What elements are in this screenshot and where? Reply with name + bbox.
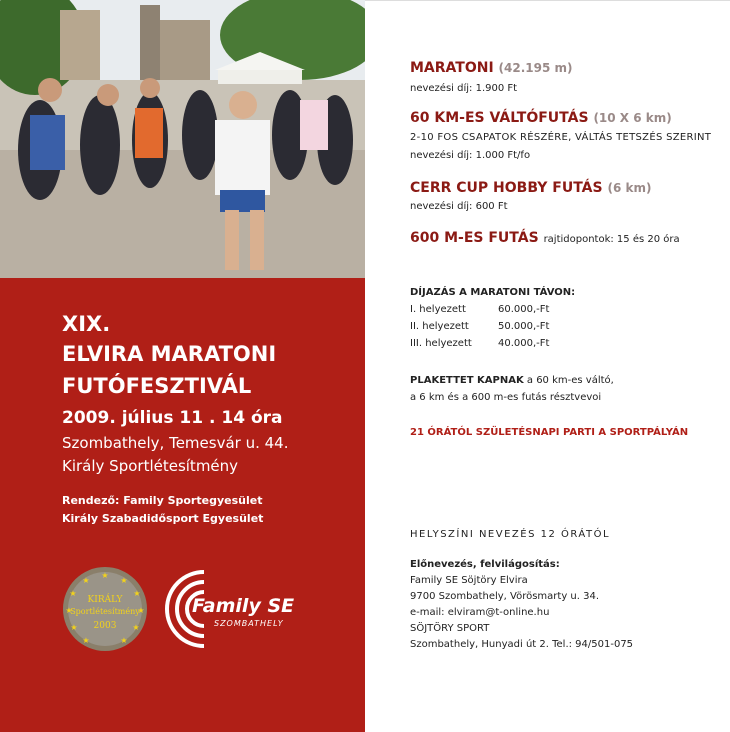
contact-email: e-mail: elviram@t-online.hu <box>410 607 550 618</box>
svg-text:SZOMBATHELY: SZOMBATHELY <box>214 619 284 628</box>
event-title: 600 M-ES FUTÁS <box>410 230 539 246</box>
prize-place: I. helyezett <box>410 304 466 315</box>
svg-text:★: ★ <box>137 606 145 615</box>
svg-text:Family SE: Family SE <box>192 595 295 617</box>
svg-text:★: ★ <box>120 576 128 585</box>
event-title: CERR CUP HOBBY FUTÁS <box>410 180 603 196</box>
prize-place: III. helyezett <box>410 338 472 349</box>
prize-place: II. helyezett <box>410 321 469 332</box>
festival-title-line1: ELVIRA MARATONI <box>62 342 277 366</box>
event-relay-title <box>410 110 672 126</box>
event-hobby-fee: nevezési díj: 600 Ft <box>410 201 508 212</box>
svg-text:★: ★ <box>69 589 77 598</box>
plaque-bold: PLAKETTET KAPNAK <box>410 375 524 386</box>
plaque-line1 <box>410 375 614 386</box>
svg-text:★: ★ <box>132 623 140 632</box>
prize-amount: 40.000,-Ft <box>498 338 550 349</box>
contact-line: 9700 Szombathely, Vörösmarty u. 34. <box>410 591 600 602</box>
prize-row <box>410 321 549 332</box>
event-subtitle: (10 X 6 km) <box>593 111 672 125</box>
venue-address: Szombathely, Temesvár u. 44. <box>62 434 289 452</box>
svg-text:★: ★ <box>133 589 141 598</box>
prizes-heading: DÍJAZÁS A MARATONI TÁVON: <box>410 287 576 298</box>
plaque-rest: a 60 km-es váltó, <box>523 375 614 386</box>
family-se-logo <box>162 564 302 654</box>
svg-text:★: ★ <box>120 636 128 645</box>
event-start-times: rajtidopontok: 15 és 20 óra <box>543 234 680 245</box>
svg-text:KIRÁLY: KIRÁLY <box>87 595 123 605</box>
svg-text:2003: 2003 <box>93 621 117 631</box>
event-relay-teams: 2-10 FOS CSAPATOK RÉSZÉRE, VÁLTÁS TETSZÉS SZERINT <box>410 132 712 143</box>
prize-row <box>410 304 549 315</box>
prize-amount: 50.000,-Ft <box>498 321 550 332</box>
event-marathon-fee: nevezési díj: 1.900 Ft <box>410 83 518 94</box>
svg-text:★: ★ <box>70 623 78 632</box>
event-subtitle: (42.195 m) <box>498 61 573 75</box>
organizer-line1: Rendező: Family Sportegyesület <box>62 494 263 507</box>
plaque-line2: a 6 km és a 600 m-es futás résztvevoi <box>410 392 602 403</box>
contact-line: Family SE Söjtöry Elvira <box>410 575 528 586</box>
kiraly-seal-logo <box>62 566 148 652</box>
right-panel <box>365 0 730 732</box>
svg-text:★: ★ <box>65 606 73 615</box>
prize-amount: 60.000,-Ft <box>498 304 550 315</box>
venue-name: Király Sportlétesítmény <box>62 457 239 475</box>
svg-text:★: ★ <box>101 571 109 580</box>
contact-line: SÖJTÖRY SPORT <box>410 623 490 634</box>
festival-edition: XIX. <box>62 312 111 336</box>
svg-text:★: ★ <box>82 576 90 585</box>
event-600m-title <box>410 230 680 246</box>
event-title: MARATONI <box>410 60 494 76</box>
svg-text:★: ★ <box>82 636 90 645</box>
contact-heading: Előnevezés, felvilágosítás: <box>410 559 560 570</box>
party-notice: 21 ÓRÁTÓL SZÜLETÉSNAPI PARTI A SPORTPÁLYÁN <box>410 427 689 438</box>
contact-phone: Szombathely, Hunyadi út 2. Tel.: 94/501-075 <box>410 639 634 650</box>
onsite-registration: HELYSZÍNI NEVEZÉS 12 ÓRÁTÓL <box>410 529 611 540</box>
runners-photo <box>0 0 365 278</box>
event-marathon-title <box>410 60 573 76</box>
prize-row <box>410 338 549 349</box>
event-date: 2009. július 11 . 14 óra <box>62 408 283 428</box>
svg-text:Sportlétesítmény: Sportlétesítmény <box>70 607 140 616</box>
organizer-line2: Király Szabadidősport Egyesület <box>62 512 264 525</box>
event-subtitle: (6 km) <box>607 181 652 195</box>
event-hobby-title <box>410 180 651 196</box>
event-relay-fee: nevezési díj: 1.000 Ft/fo <box>410 150 531 161</box>
event-title: 60 KM-ES VÁLTÓFUTÁS <box>410 110 589 126</box>
festival-title-line2: FUTÓFESZTIVÁL <box>62 374 252 398</box>
